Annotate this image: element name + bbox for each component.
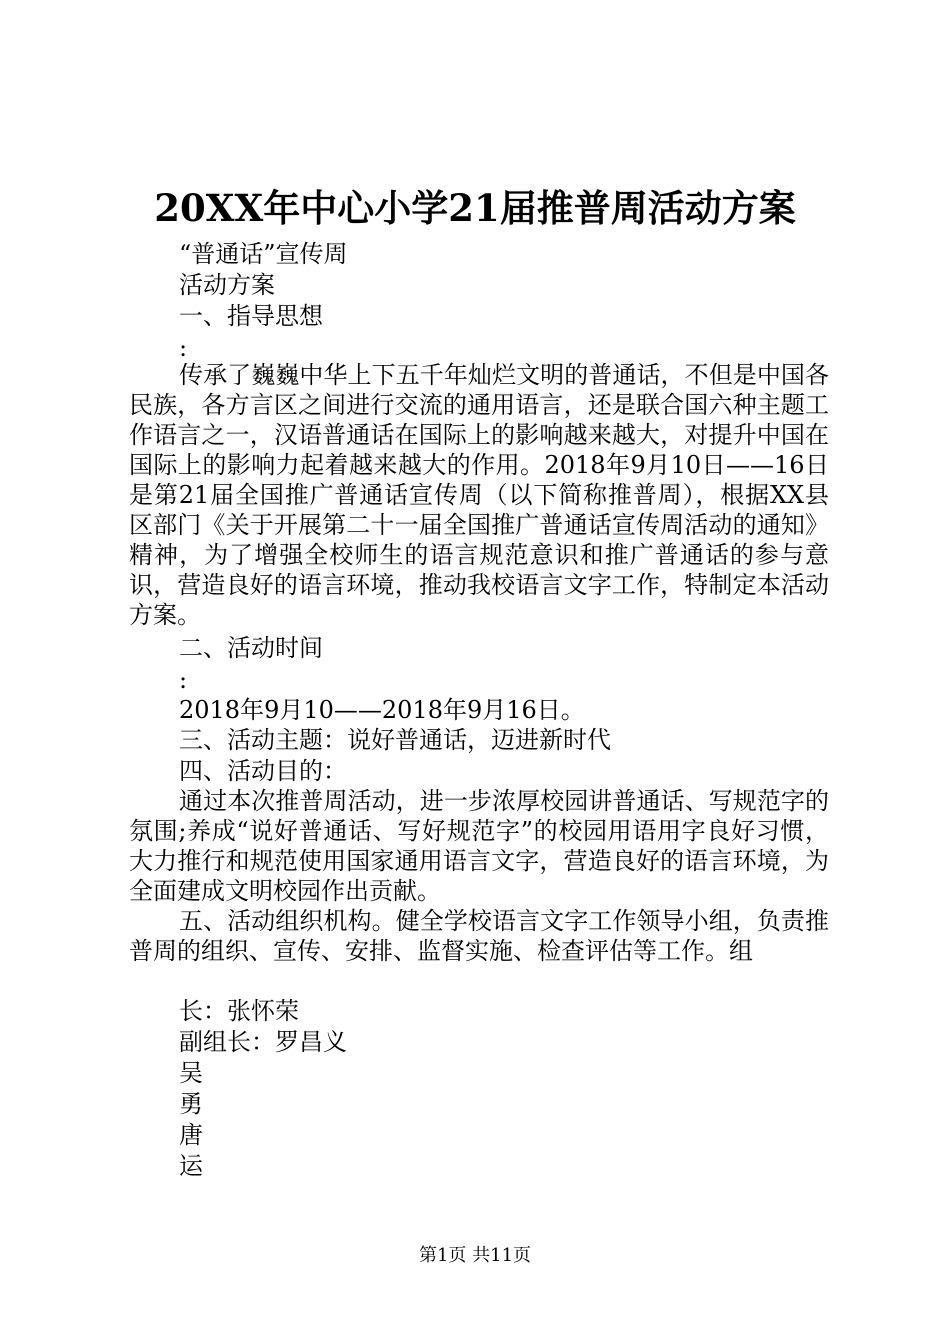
- heading-activity-purpose: 四、活动目的：: [179, 757, 347, 785]
- document-title: 20XX年中心小学21届推普周活动方案: [154, 186, 796, 230]
- group-leader: 长：张怀荣: [179, 997, 299, 1025]
- activity-date: 2018年9月10——2018年9月16日。: [179, 696, 585, 724]
- heading-activity-theme: 三、活动主题：说好普通话，迈进新时代: [179, 726, 611, 754]
- paragraph-activity-purpose: 通过本次推普周活动，进一步浓厚校园讲普通话、写规范字的氛围;养成“说好普通话、写好规范字”的校园用语用字良好习惯，大力推行和规范使用国家通用语言文字，营造良好的语言环境，为全面建成文明校园作出贡献。: [129, 787, 829, 905]
- colon-line-2: :: [179, 666, 188, 694]
- member-char-3: 唐: [179, 1121, 203, 1149]
- deputy-leader: 副组长：罗昌义: [179, 1028, 347, 1056]
- heading-guiding-ideology: 一、指导思想: [179, 302, 323, 330]
- member-char-4: 运: [179, 1152, 203, 1180]
- subtitle-propaganda-week: “普通话”宣传周: [179, 240, 348, 268]
- colon-line-1: :: [179, 334, 188, 362]
- member-char-1: 吴: [179, 1059, 203, 1087]
- page-footer: 第1页 共11页: [418, 1245, 532, 1266]
- paragraph-organization: 五、活动组织机构。健全学校语言文字工作领导小组，负责推普周的组织、宣传、安排、监督实施、检查评估等工作。组: [129, 907, 829, 965]
- subtitle-activity-plan: 活动方案: [179, 271, 275, 299]
- paragraph-guiding-ideology: 传承了巍巍中华上下五千年灿烂文明的普通话，不但是中国各民族，各方言区之间进行交流的通用语言，还是联合国六种主题工作语言之一，汉语普通话在国际上的影响越来越大，对提升中国在国际上的影响力起着越来越大的作用。2018年9月10日——16日是第21届全国推广普通话宣传周（以下简称推普周），根据XX县区部门《关于开展第二十一届全国推广普通话宣传周活动的通知》精神，为了增强全校师生的语言规范意识和推广普通话的参与意识，营造良好的语言环境，推动我校语言文字工作，特制定本活动方案。: [129, 361, 829, 629]
- member-char-2: 勇: [179, 1090, 203, 1118]
- heading-activity-time: 二、活动时间: [179, 634, 323, 662]
